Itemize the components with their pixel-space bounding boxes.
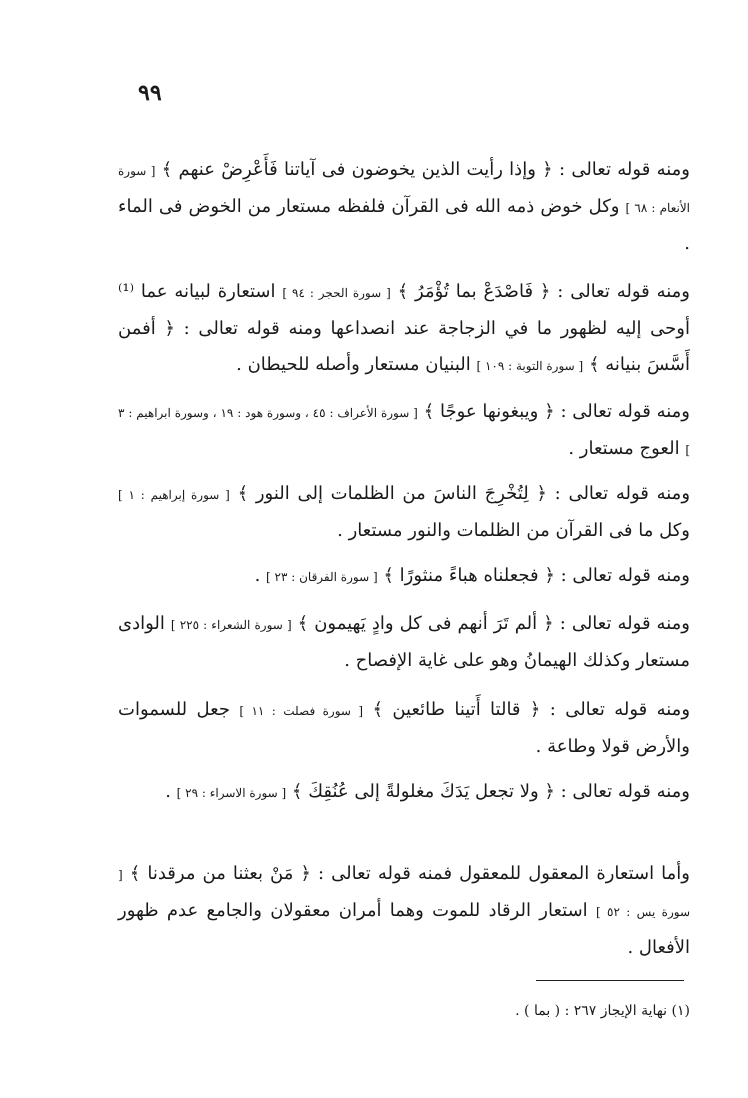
paragraph-text: ومنه قوله تعالى : ﴿ فجعلناه هباءً منثورًا ﴾ (377, 565, 690, 586)
paragraph-text: وأما استعارة المعقول للمعقول فمنه قوله تعالى : ﴿ مَنْ بعثنا من مرقدنا ﴾ (122, 863, 690, 884)
paragraph-text: استعارة لبيانه عما ⁽¹⁾ أوحى إليه لظهور ما في الزجاجة عند انصداعها ومنه قوله تعالى : ﴿ أفمن أَسَّسَ بنيانه ﴾ (118, 281, 690, 375)
paragraph-text: ومنه قوله تعالى : ﴿ ألم تَرَ أنهم فى كل وادٍ يَهيمون ﴾ (291, 613, 690, 634)
footnote: (١) نهاية الإيجاز ٢٦٧ : ( بما ) . (515, 1003, 690, 1019)
surah-reference: [ سورة إبراهيم : ١ ] (118, 488, 230, 502)
paragraph-zulumat (118, 476, 690, 549)
footnote-divider (536, 980, 684, 981)
paragraph-text: استعار الرقاد للموت وهما أمران معقولان والجامع عدم ظهور الأفعال . (118, 900, 690, 958)
surah-reference: [ سورة الأعراف : ٤٥ ، وسورة هود : ١٩ ، وسورة ابراهيم : ٣ ] (118, 406, 690, 457)
surah-reference: [ سورة التوبة : ١٠٩ ] (476, 359, 584, 373)
surah-reference: [ سورة الفرقان : ٢٣ ] (266, 570, 378, 584)
paragraph-text: الوادى مستعار وكذلك الهيمانُ وهو على غاية الإفصاح . (118, 613, 690, 671)
paragraph-text: ومنه قوله تعالى : ﴿ ولا تجعل يَدَكَ مغلولةً إلى عُنُقِكَ ﴾ (286, 781, 690, 802)
paragraph-text: . (165, 781, 177, 802)
paragraph-text: جعل للسموات والأرض قولا وطاعة . (118, 699, 690, 757)
surah-reference: [ سورة الحجر : ٩٤ ] (282, 286, 391, 300)
paragraph-text: وكل خوض ذمه الله فى القرآن فلفظه مستعار من الخوض فى الماء . (118, 196, 690, 254)
surah-reference: [ سورة الاسراء : ٢٩ ] (176, 786, 287, 800)
paragraph-taiin (118, 692, 690, 765)
page-number: ٩٩ (138, 80, 162, 106)
paragraph-text: ومنه قوله تعالى : ﴿ وإذا رأيت الذين يخوضون فى آياتنا فَأَعْرِضْ عنهم ﴾ (155, 159, 690, 180)
paragraph-text: . (254, 565, 267, 586)
paragraph-text: العوج مستعار . (568, 438, 686, 459)
paragraph-haba (118, 558, 690, 595)
paragraph-text: البنيان مستعار وأصله للحيطان . (236, 354, 477, 375)
surah-reference: [ سورة يس : ٥٢ ] (118, 868, 690, 919)
paragraph-iwaj (118, 394, 690, 468)
paragraph-yad (118, 774, 690, 811)
surah-reference: [ سورة الأنعام : ٦٨ ] (118, 164, 690, 215)
paragraph-marqad (118, 856, 690, 966)
paragraph-text: ومنه قوله تعالى : ﴿ ويبغونها عوجًا ﴾ (417, 401, 690, 422)
paragraph-text: ومنه قوله تعالى : ﴿ فَاصْدَعْ بما تُؤْمَرُ ﴾ (390, 281, 690, 302)
paragraph-wadi (118, 606, 690, 679)
surah-reference: [ سورة فصلت : ١١ ] (239, 704, 364, 718)
paragraph-fasda (118, 274, 690, 384)
paragraph-text: ومنه قوله تعالى : ﴿ قالتا أَتينا طائعين ﴾ (363, 699, 691, 720)
surah-reference: [ سورة الشعراء : ٢٢٥ ] (170, 618, 292, 632)
paragraph-text: وكل ما فى القرآن من الظلمات والنور مستعار . (337, 520, 690, 541)
paragraph-khawd (118, 152, 690, 262)
paragraph-text: ومنه قوله تعالى : ﴿ لِتُخْرِجَ الناسَ من الظلمات إلى النور ﴾ (229, 483, 691, 504)
